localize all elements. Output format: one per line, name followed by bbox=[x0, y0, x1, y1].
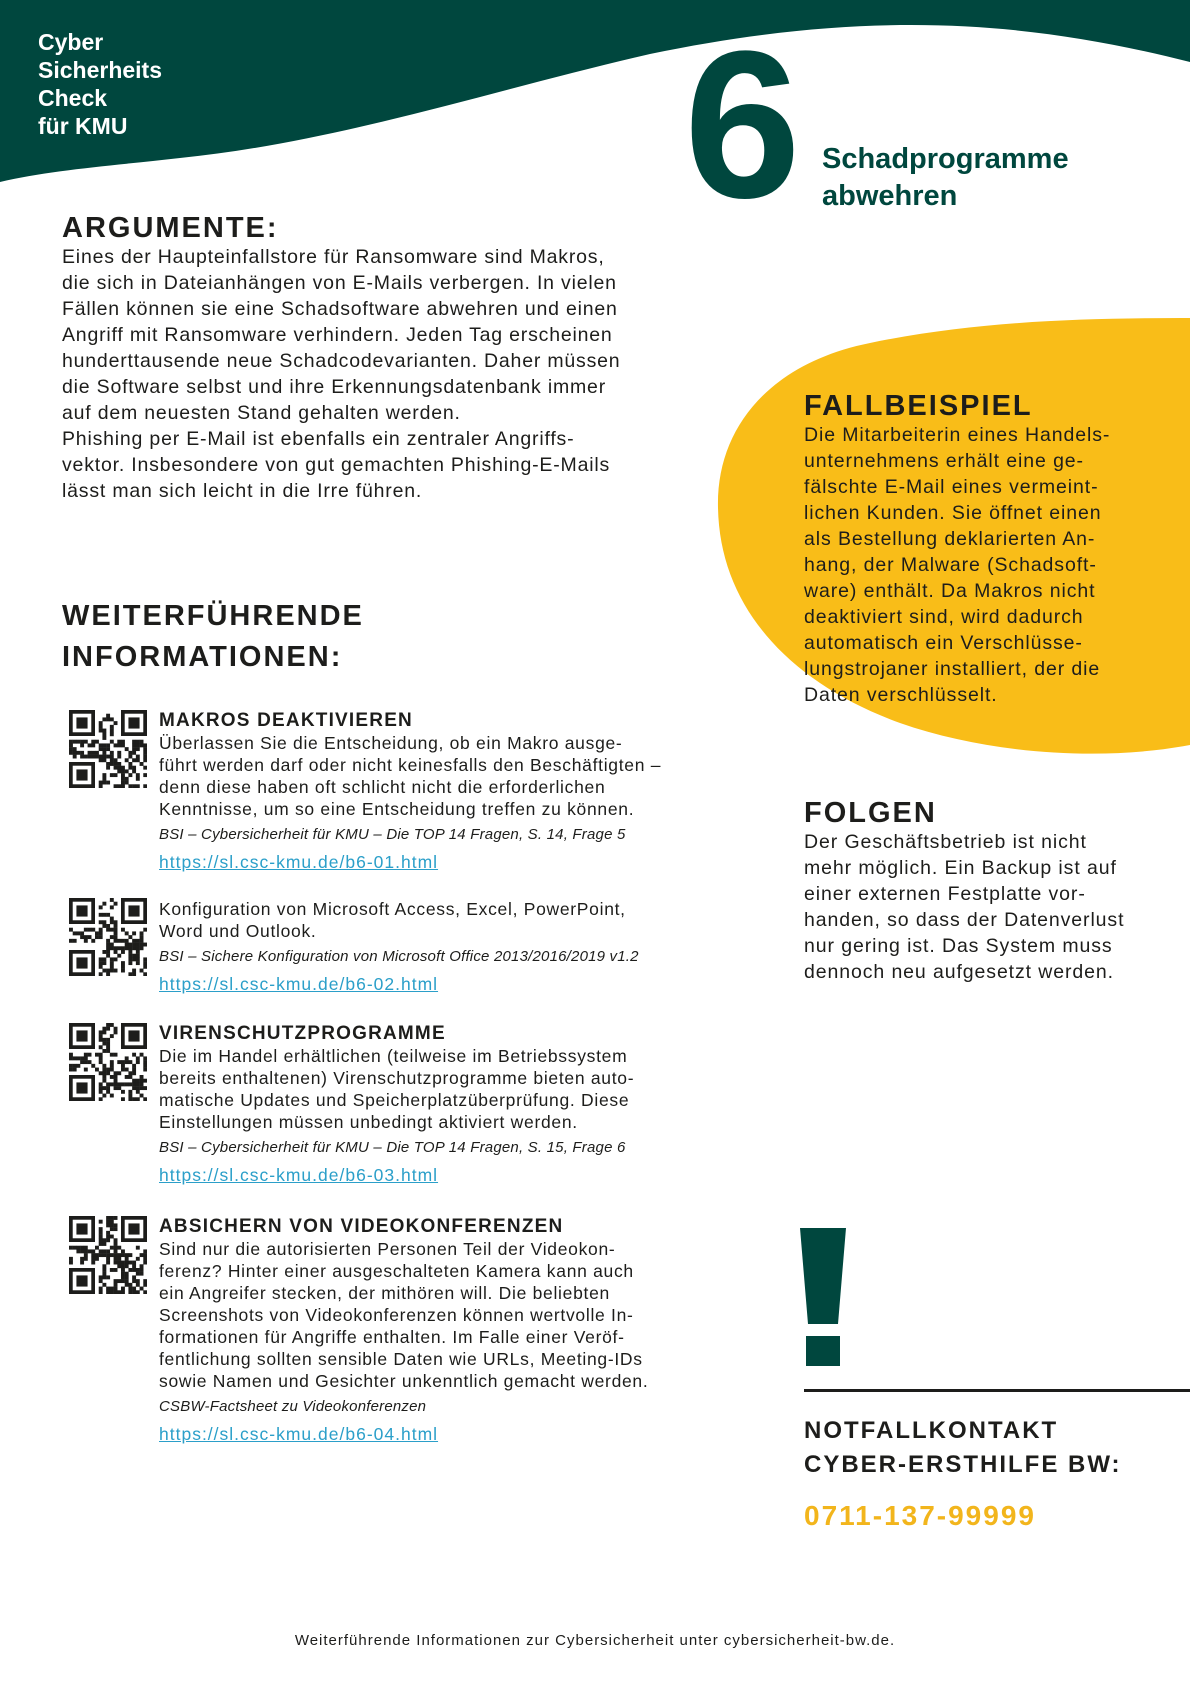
info-item-text bbox=[159, 898, 639, 942]
info-title-line-2: INFORMATIONEN: bbox=[62, 641, 343, 673]
info-item-link[interactable]: https://sl.csc-kmu.de/b6-01.html bbox=[159, 852, 439, 872]
info-item-line: ein Angreifer stecken, der mithören will. Die beliebten bbox=[159, 1283, 610, 1303]
argumente-line: auf dem neuesten Stand gehalten werden. bbox=[62, 402, 461, 424]
info-item-text bbox=[159, 1238, 648, 1392]
folgen-line: dennoch neu aufgesetzt werden. bbox=[804, 961, 1114, 983]
argumente-line: lässt man sich leicht in die Irre führen. bbox=[62, 480, 423, 502]
info-item-line: führt werden darf oder nicht keinesfalls den Beschäftigten – bbox=[159, 755, 662, 775]
folgen-line: handen, so dass der Datenverlust bbox=[804, 909, 1125, 931]
exclamation-icon bbox=[800, 1228, 846, 1366]
argumente-line: die Software selbst und ihre Erkennungsdatenbank immer bbox=[62, 376, 606, 398]
info-item-line: matische Updates und Speicherplatzüberprüfung. Diese bbox=[159, 1090, 630, 1110]
notfall-phone-number[interactable]: 0711-137-99999 bbox=[804, 1500, 1036, 1531]
info-item-source: BSI – Cybersicherheit für KMU – Die TOP 14 Fragen, S. 14, Frage 5 bbox=[159, 826, 626, 843]
chapter-title-line-2: abwehren bbox=[822, 180, 958, 212]
fallbeispiel-line: als Bestellung deklarierten An- bbox=[804, 528, 1096, 550]
info-item-line: Screenshots von Videokonferenzen können wertvolle In- bbox=[159, 1305, 634, 1325]
argumente-line: Phishing per E-Mail ist ebenfalls ein zentraler Angriffs- bbox=[62, 428, 575, 450]
brand-line-3: Check bbox=[38, 85, 108, 111]
chapter-title bbox=[822, 141, 1069, 215]
notfall-title-line-2: CYBER-ERSTHILFE BW: bbox=[804, 1451, 1122, 1478]
qr-code-icon[interactable] bbox=[69, 1216, 147, 1294]
fallbeispiel-body bbox=[804, 422, 1110, 708]
fallbeispiel-line: automatisch ein Verschlüsse- bbox=[804, 632, 1083, 654]
info-item-line: fentlichung sollten sensible Daten wie URLs, Meeting-IDs bbox=[159, 1349, 643, 1369]
info-item-source: CSBW-Factsheet zu Videokonferenzen bbox=[159, 1398, 427, 1415]
info-item-heading: VIRENSCHUTZPROGRAMME bbox=[159, 1023, 446, 1044]
folgen-title: FOLGEN bbox=[804, 797, 937, 829]
fallbeispiel-line: Die Mitarbeiterin eines Handels- bbox=[804, 424, 1111, 446]
folgen-line: mehr möglich. Ein Backup ist auf bbox=[804, 857, 1117, 879]
info-item-source: BSI – Cybersicherheit für KMU – Die TOP 14 Fragen, S. 15, Frage 6 bbox=[159, 1139, 626, 1156]
info-item-line: Konfiguration von Microsoft Access, Excel, PowerPoint, bbox=[159, 899, 626, 919]
info-item-heading: MAKROS DEAKTIVIEREN bbox=[159, 710, 413, 731]
argumente-line: vektor. Insbesondere von gut gemachten Phishing-E-Mails bbox=[62, 454, 611, 476]
info-item-line: formationen für Angriffe enthalten. Im Falle einer Veröf- bbox=[159, 1327, 625, 1347]
fallbeispiel-line: unternehmens erhält eine ge- bbox=[804, 450, 1084, 472]
argumente-line: Angriff mit Ransomware verhindern. Jeden Tag erscheinen bbox=[62, 324, 613, 346]
folgen-body bbox=[804, 829, 1124, 985]
argumente-line: hunderttausende neue Schadcodevarianten. Daher müssen bbox=[62, 350, 621, 372]
info-item-line: bereits enthaltenen) Virenschutzprogramme bieten auto- bbox=[159, 1068, 635, 1088]
fallbeispiel-title: FALLBEISPIEL bbox=[804, 390, 1033, 422]
brand-logo-text bbox=[38, 28, 162, 140]
brand-line-4: für KMU bbox=[38, 113, 128, 139]
brand-line-1: Cyber bbox=[38, 29, 104, 55]
qr-code-icon[interactable] bbox=[69, 1023, 147, 1101]
brand-line-2: Sicherheits bbox=[38, 57, 162, 83]
fallbeispiel-line: fälschte E-Mail eines vermeint- bbox=[804, 476, 1099, 498]
chapter-number: 6 bbox=[684, 7, 795, 242]
footer-text: Weiterführende Informationen zur Cybersicherheit unter cybersicherheit-bw.de. bbox=[294, 1632, 896, 1649]
info-item-line: Die im Handel erhältlichen (teilweise im Betriebssystem bbox=[159, 1046, 628, 1066]
fallbeispiel-line: hang, der Malware (Schadsoft- bbox=[804, 554, 1097, 576]
info-item-line: Einstellungen müssen unbedingt aktiviert werden. bbox=[159, 1112, 578, 1132]
info-item-line: sowie Namen und Gesichter unkenntlich gemacht werden. bbox=[159, 1371, 649, 1391]
argumente-section bbox=[62, 212, 620, 504]
info-item-link[interactable]: https://sl.csc-kmu.de/b6-04.html bbox=[159, 1424, 439, 1444]
info-item-heading: ABSICHERN VON VIDEOKONFERENZEN bbox=[159, 1216, 564, 1237]
argumente-line: Fällen können sie eine Schadsoftware abwehren und einen bbox=[62, 298, 618, 320]
info-item-line: Sind nur die autorisierten Personen Teil der Videokon- bbox=[159, 1239, 616, 1259]
fallbeispiel-line: ware) enthält. Da Makros nicht bbox=[804, 580, 1096, 602]
qr-code-icon[interactable] bbox=[69, 898, 147, 976]
chapter-title-line-1: Schadprogramme bbox=[822, 143, 1069, 175]
argumente-title: ARGUMENTE: bbox=[62, 212, 279, 244]
info-item-text bbox=[159, 732, 661, 820]
folgen-line: nur gering ist. Das System muss bbox=[804, 935, 1113, 957]
info-item-text bbox=[159, 1045, 634, 1133]
fallbeispiel-line: lungstrojaner installiert, der die bbox=[804, 658, 1101, 680]
info-section-title bbox=[62, 596, 364, 678]
info-item-line: ferenz? Hinter einer ausgeschalteten Kamera kann auch bbox=[159, 1261, 634, 1281]
argumente-body bbox=[62, 244, 620, 504]
fallbeispiel-section bbox=[804, 390, 1110, 708]
info-item-line: Word und Outlook. bbox=[159, 921, 317, 941]
info-title-line-1: WEITERFÜHRENDE bbox=[62, 600, 364, 632]
folgen-line: einer externen Festplatte vor- bbox=[804, 883, 1086, 905]
fallbeispiel-line: deaktiviert sind, wird dadurch bbox=[804, 606, 1084, 628]
info-item-line: Kenntnisse, um so eine Entscheidung treffen zu können. bbox=[159, 799, 635, 819]
info-item-source: BSI – Sichere Konfiguration von Microsoft Office 2013/2016/2019 v1.2 bbox=[159, 948, 639, 965]
argumente-line: die sich in Dateianhängen von E-Mails verbergen. In vielen bbox=[62, 272, 617, 294]
info-item-link[interactable]: https://sl.csc-kmu.de/b6-03.html bbox=[159, 1165, 439, 1185]
notfall-title-line-1: NOTFALLKONTAKT bbox=[804, 1417, 1059, 1444]
info-item-link[interactable]: https://sl.csc-kmu.de/b6-02.html bbox=[159, 974, 439, 994]
info-item-line: denn diese haben oft schlicht nicht die erforderlichen bbox=[159, 777, 606, 797]
fallbeispiel-line: Daten verschlüsselt. bbox=[804, 684, 998, 706]
notfall-divider bbox=[804, 1389, 1190, 1392]
folgen-section bbox=[804, 797, 1124, 985]
qr-code-icon[interactable] bbox=[69, 710, 147, 788]
argumente-line: Eines der Haupteinfallstore für Ransomware sind Makros, bbox=[62, 246, 605, 268]
notfall-title bbox=[804, 1414, 1122, 1482]
fallbeispiel-line: lichen Kunden. Sie öffnet einen bbox=[804, 502, 1102, 524]
info-item-line: Überlassen Sie die Entscheidung, ob ein Makro ausge- bbox=[159, 733, 623, 753]
folgen-line: Der Geschäftsbetrieb ist nicht bbox=[804, 831, 1087, 853]
